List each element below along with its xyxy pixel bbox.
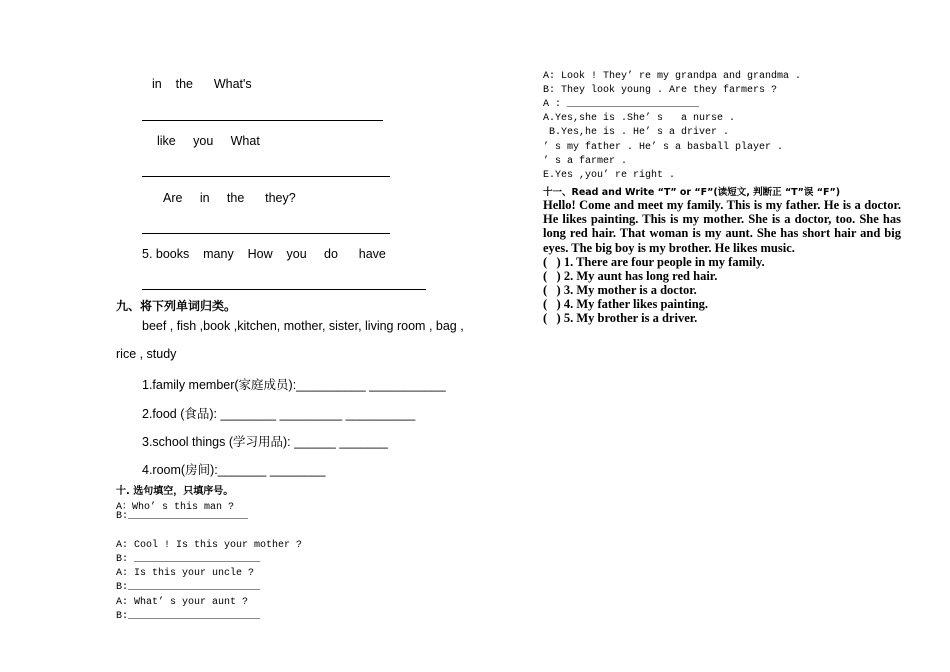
option-e: E.Yes ,you’ re right . xyxy=(543,170,676,181)
section-10-title: 十. 选句填空，只填序号。 xyxy=(116,486,234,497)
option-a: A.Yes,she is .She’ s a nurse . xyxy=(543,113,736,124)
dialog-1-b[interactable]: B:____________________ xyxy=(116,511,249,522)
answer-line-2[interactable] xyxy=(142,120,383,121)
dialog-5-b: B: They look young . Are they farmers ? xyxy=(543,85,778,96)
section-9-title: 九、将下列单词归类。 xyxy=(116,299,237,313)
dialog-4-b[interactable]: B:______________________ xyxy=(116,611,261,622)
question-2-words: in the What's xyxy=(152,77,252,91)
tf-item-2[interactable]: ( ) 2. My aunt has long red hair. xyxy=(543,269,718,283)
dialog-5-a: A: Look ! They’ re my grandpa and grandma . xyxy=(543,71,802,82)
dialog-1-a: A：Who’ s this man ? xyxy=(116,502,235,513)
answer-line-4[interactable] xyxy=(142,233,390,234)
option-c: ’ s my father . He’ s a basball player . xyxy=(543,142,784,153)
dialog-3-a: A: Is this your uncle ? xyxy=(116,568,255,579)
tf-item-1[interactable]: ( ) 1. There are four people in my family. xyxy=(543,255,765,269)
category-family-member[interactable]: 1.family member(家庭成员):__________ ___________ xyxy=(142,378,446,392)
section-9-words-line1: beef , fish ,book ,kitchen, mother, sister, living room , bag , xyxy=(142,319,464,333)
question-4-words: Are in the they? xyxy=(163,191,296,205)
question-5-words: 5. books many How you do have xyxy=(142,247,386,261)
answer-line-5[interactable] xyxy=(142,289,426,290)
tf-item-5[interactable]: ( ) 5. My brother is a driver. xyxy=(543,311,698,325)
tf-item-4[interactable]: ( ) 4. My father likes painting. xyxy=(543,297,709,311)
dialog-4-a: A: What’ s your aunt ? xyxy=(116,597,249,608)
reading-passage: Hello! Come and meet my family. This is my father. He is a doctor. He likes painting. This is my mother. She is a doctor, too. She has long red hair. That woman is my aunt. She has short hair and big eyes. The big boy is my brother. He likes music. xyxy=(543,198,901,255)
tf-item-3[interactable]: ( ) 3. My mother is a doctor. xyxy=(543,283,697,297)
dialog-5-answer[interactable]: A : ______________________ xyxy=(543,99,700,110)
category-room[interactable]: 4.room(房间):_______ ________ xyxy=(142,463,326,477)
category-food[interactable]: 2.food (食品): ________ _________ __________ xyxy=(142,407,416,421)
dialog-2-a: A: Cool ! Is this your mother ? xyxy=(116,540,303,551)
dialog-3-b[interactable]: B:______________________ xyxy=(116,582,261,593)
category-school-things[interactable]: 3.school things (学习用品): ______ _______ xyxy=(142,435,388,449)
section-9-words-line2: rice , study xyxy=(116,347,177,361)
option-d: ’ s a farmer . xyxy=(543,156,628,167)
section-11-title: 十一、Read and Write “T” or “F”(读短文, 判断正 “T”误 “F”) xyxy=(543,187,841,198)
option-b: B.Yes,he is . He’ s a driver . xyxy=(543,127,730,138)
answer-line-3[interactable] xyxy=(142,176,390,177)
dialog-2-b[interactable]: B: _____________________ xyxy=(116,554,261,565)
question-3-words: like you What xyxy=(157,134,260,148)
